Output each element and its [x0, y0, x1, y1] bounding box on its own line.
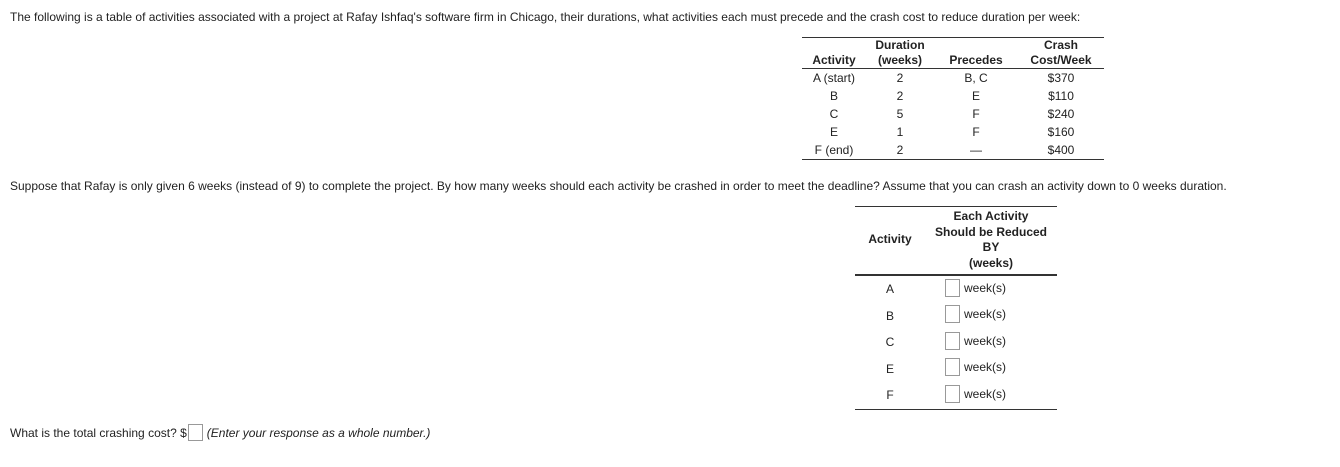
table-row: [855, 329, 1057, 356]
unit-label: week(s): [964, 280, 1007, 295]
table-row: [855, 382, 1057, 409]
cell-activity: B: [829, 89, 838, 103]
cell-precedes: F: [972, 125, 980, 139]
header-duration: Duration (weeks): [866, 38, 934, 69]
cell-crash-cost: $400: [1047, 143, 1075, 157]
unit-label: week(s): [964, 360, 1007, 375]
header-activity: Activity: [855, 207, 925, 276]
table-row: [802, 141, 1104, 160]
cell-precedes: —: [970, 143, 982, 157]
reduce-input-b[interactable]: [945, 305, 960, 323]
header-precedes: Precedes: [934, 38, 1018, 69]
cell-precedes: F: [972, 107, 980, 121]
activity-table-header: [802, 38, 1104, 69]
total-cost-row: [10, 424, 430, 441]
cell-duration: 2: [896, 143, 904, 157]
cell-duration: 5: [896, 107, 904, 121]
unit-label: week(s): [964, 333, 1007, 348]
table-row: [855, 356, 1057, 383]
reduce-input-c[interactable]: [945, 332, 960, 350]
header-crash-cost: Crash Cost/Week: [1018, 38, 1104, 69]
intro-text: The following is a table of activities associated with a project at Rafay Ishfaq's software firm in Chicago, their durations, what activities each must precede and the crash cost to reduce duration per week:: [10, 10, 1081, 24]
table-row: [855, 275, 1057, 303]
reduce-input-f[interactable]: [945, 385, 960, 403]
cell-duration: 1: [896, 125, 904, 139]
cell-activity: F (end): [814, 143, 854, 157]
cell-crash-cost: $160: [1047, 125, 1075, 139]
crash-table: [855, 206, 1057, 410]
question-text: Suppose that Rafay is only given 6 weeks (instead of 9) to complete the project. By how many weeks should each activity be crashed in order to meet the deadline? Assume that you can crash an activity down to 0 weeks duration.: [10, 179, 1227, 193]
cell-activity: C: [885, 335, 895, 350]
unit-label: week(s): [964, 386, 1007, 401]
cell-duration: 2: [896, 89, 904, 103]
table-row: [802, 123, 1104, 141]
total-cost-hint: (Enter your response as a whole number.): [206, 425, 431, 440]
cell-precedes: E: [971, 89, 980, 103]
cell-activity: E: [885, 361, 894, 376]
cell-duration: 2: [896, 71, 904, 85]
table-row: [802, 105, 1104, 123]
table-row: [802, 69, 1104, 88]
crash-table-header: [855, 207, 1057, 276]
cell-crash-cost: $370: [1047, 71, 1075, 85]
cell-activity: E: [829, 125, 838, 139]
activity-table: [802, 37, 1104, 160]
table-row: [855, 303, 1057, 330]
header-activity: Activity: [802, 38, 866, 69]
reduce-input-a[interactable]: [945, 279, 960, 297]
cell-activity: A: [885, 282, 894, 297]
cell-activity: F: [886, 388, 894, 403]
total-cost-question: What is the total crashing cost? $: [10, 425, 187, 440]
cell-activity: B: [885, 308, 894, 323]
cell-activity: A (start): [812, 71, 855, 85]
cell-crash-cost: $110: [1048, 89, 1074, 103]
cell-crash-cost: $240: [1047, 107, 1075, 121]
cell-activity: C: [829, 107, 839, 121]
header-reduce-by: Each Activity Should be Reduced BY (weeks): [925, 207, 1057, 276]
reduce-input-e[interactable]: [945, 358, 960, 376]
unit-label: week(s): [964, 307, 1007, 322]
table-row: [802, 87, 1104, 105]
cell-precedes: B, C: [964, 71, 988, 85]
total-cost-input[interactable]: [188, 424, 203, 441]
